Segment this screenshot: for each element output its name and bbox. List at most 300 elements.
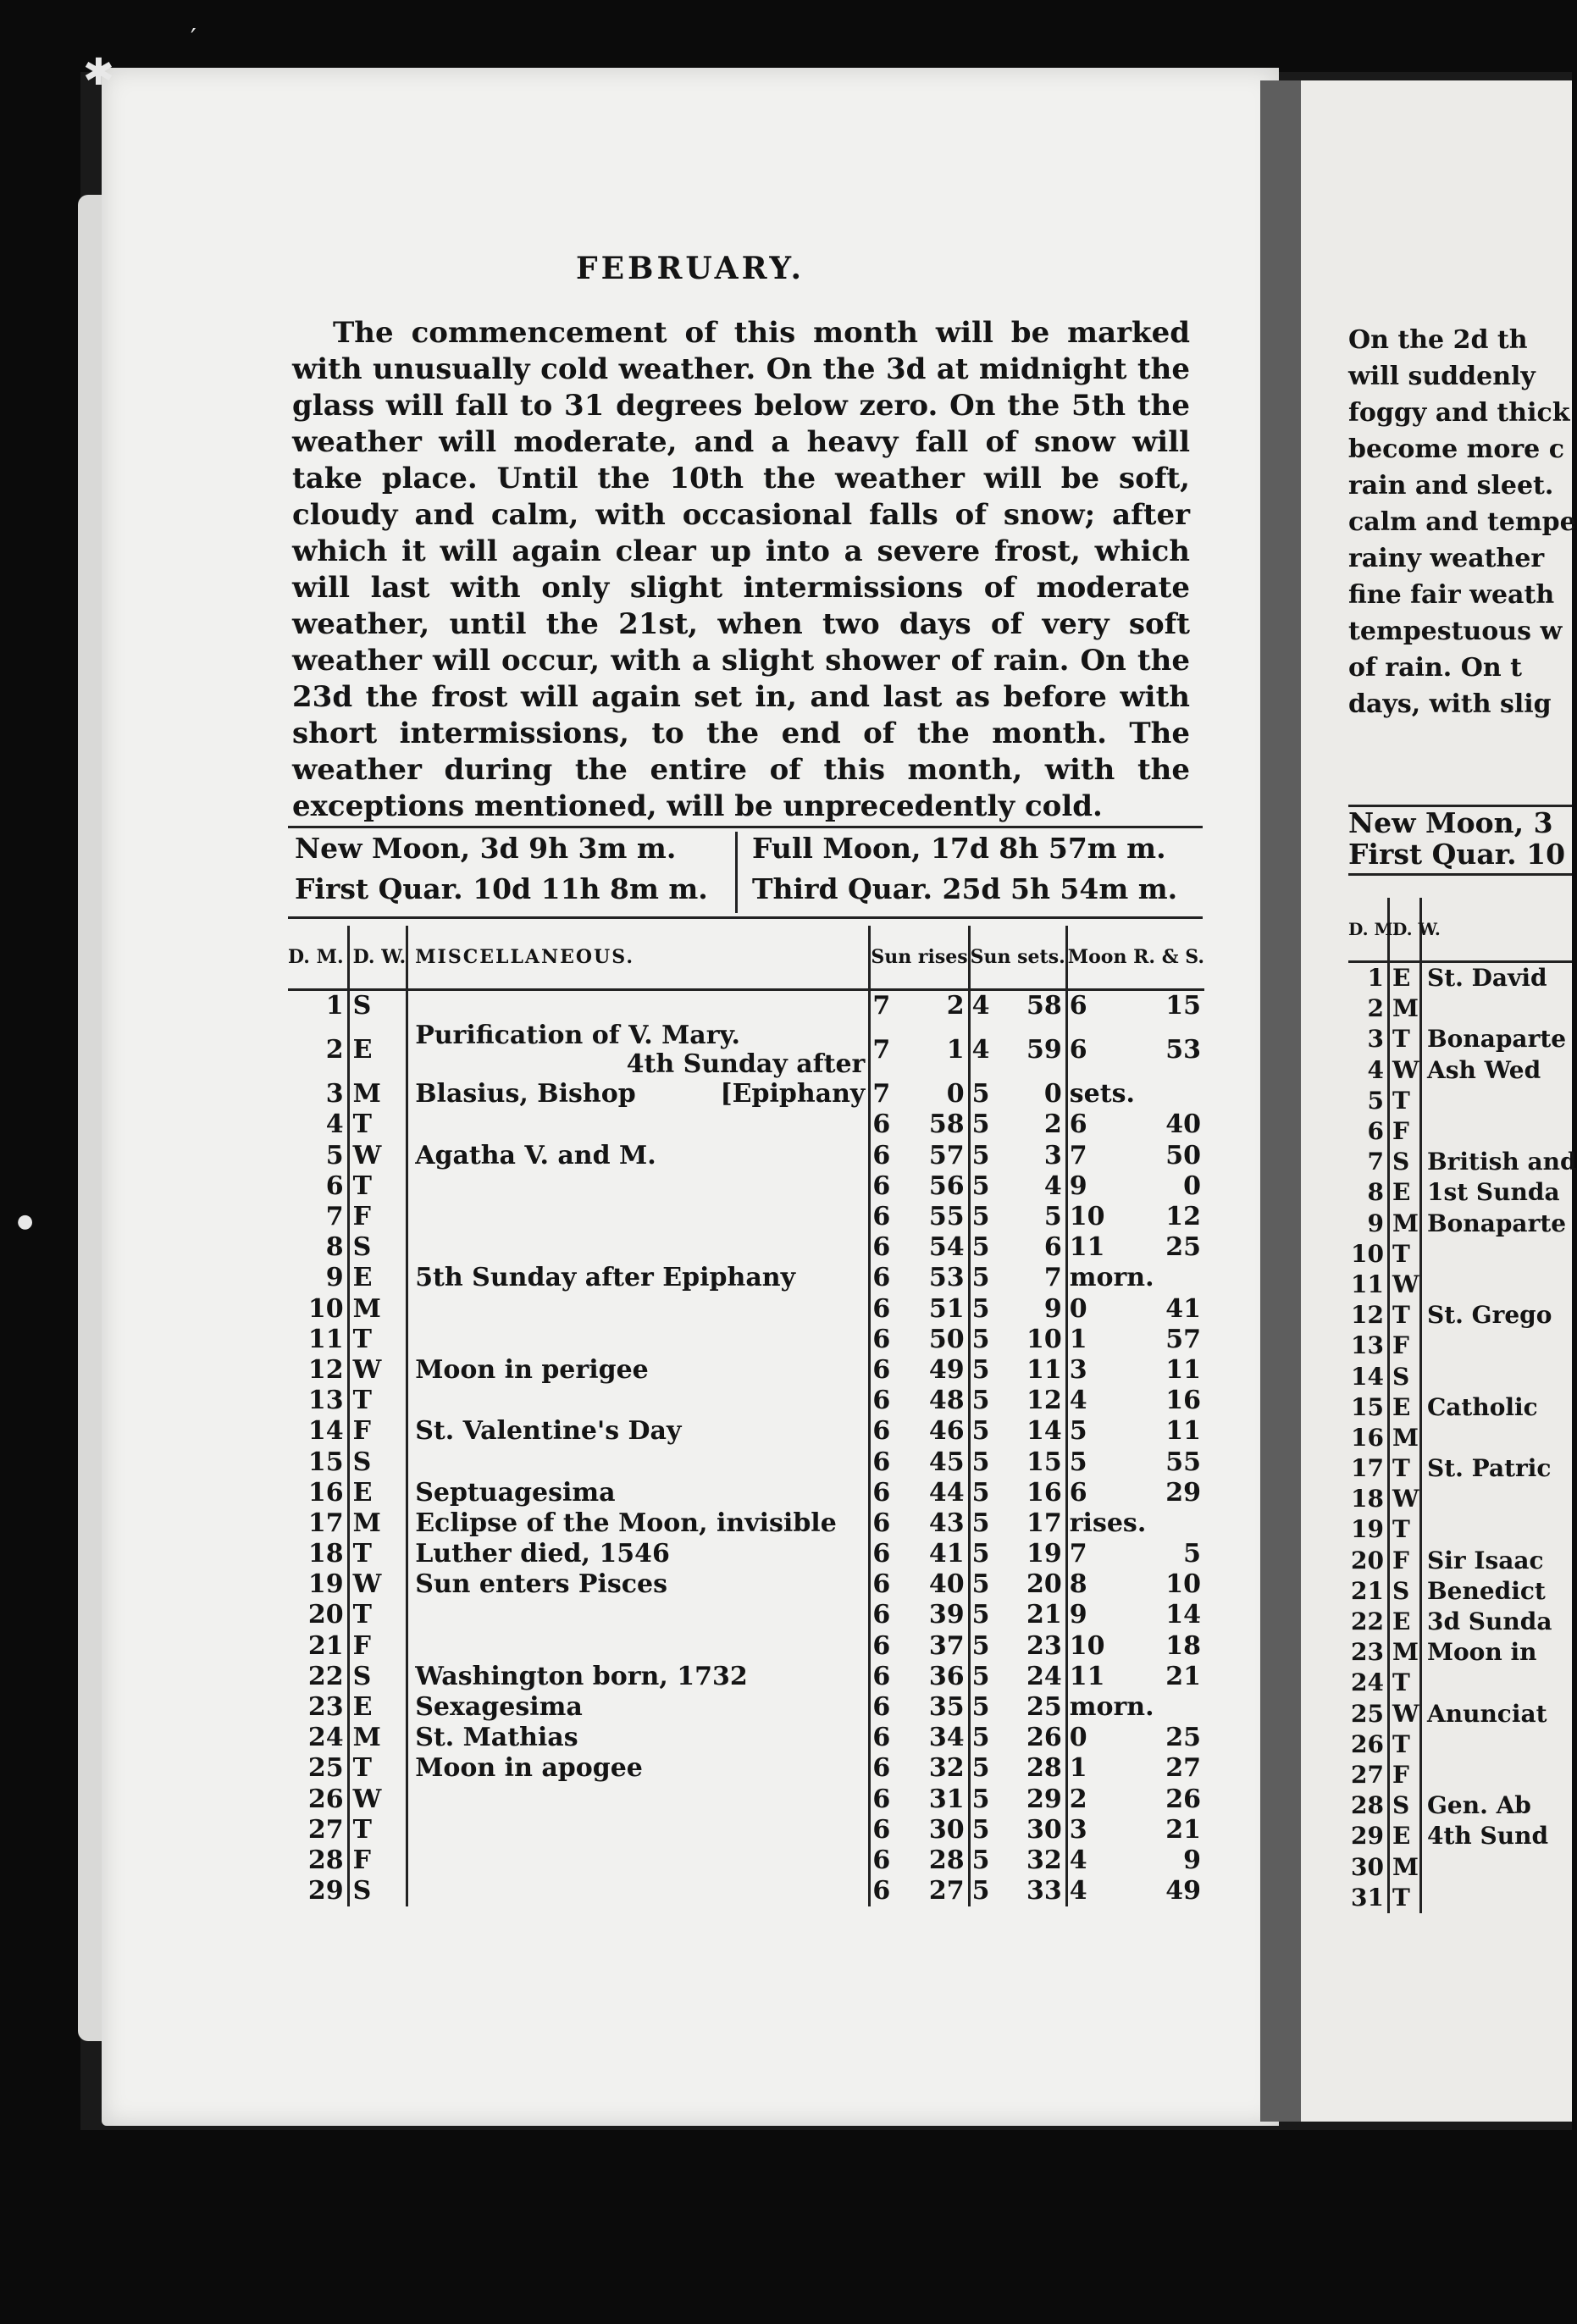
- sun-sets-minute: 3: [1043, 1140, 1062, 1170]
- sun-rises-time: [871, 1816, 967, 1845]
- right-event-text: Moon in: [1427, 1638, 1537, 1667]
- right-event-text: St. Grego: [1427, 1301, 1552, 1330]
- sun-rises-cell: [870, 1753, 969, 1784]
- right-table-row: [1348, 1209, 1572, 1239]
- miscellaneous-cell: [407, 1232, 870, 1263]
- right-day-of-week: E: [1389, 962, 1421, 994]
- sun-rises-minute: 31: [928, 1784, 965, 1814]
- sun-rises-cell: [870, 1171, 969, 1202]
- moon-cell: [1066, 1478, 1204, 1508]
- moon-cell: [1066, 1692, 1204, 1723]
- sun-sets-minute: 6: [1043, 1232, 1062, 1263]
- moon-time: [1068, 1693, 1204, 1722]
- event-text: Moon in apogee: [415, 1753, 643, 1784]
- right-event-text: Anunciat: [1427, 1699, 1547, 1728]
- sun-sets-minute: 9: [1043, 1293, 1062, 1324]
- right-event-text: Gen. Ab: [1427, 1791, 1531, 1820]
- right-moon-line: New Moon, 3: [1348, 806, 1553, 839]
- sun-rises-hour: 6: [872, 1324, 891, 1354]
- moon-minute: 11: [1165, 1416, 1201, 1447]
- right-day-of-week: T: [1389, 1300, 1421, 1331]
- moon-hour: 7: [1069, 1140, 1087, 1170]
- day-of-month: 20: [288, 1600, 348, 1630]
- table-row: [288, 1753, 1204, 1784]
- sun-sets-cell: [969, 1171, 1066, 1202]
- sun-rises-time: [871, 992, 967, 1021]
- day-of-month: 4: [288, 1109, 348, 1140]
- moon-time: [1068, 1877, 1204, 1906]
- sun-sets-time: [971, 1142, 1065, 1170]
- miscellaneous-cell: [407, 1263, 870, 1293]
- right-day-of-month: 23: [1348, 1637, 1389, 1668]
- right-table-row: [1348, 1821, 1572, 1851]
- table-row: [288, 1478, 1204, 1508]
- sun-sets-cell: [969, 1416, 1066, 1447]
- day-of-month: 6: [288, 1171, 348, 1202]
- sun-sets-time: [971, 1601, 1065, 1630]
- sun-rises-minute: 53: [928, 1263, 965, 1293]
- sun-sets-cell: [969, 1569, 1066, 1600]
- sun-sets-time: [971, 1479, 1065, 1508]
- moon-time: [1068, 1233, 1204, 1262]
- sun-sets-cell: [969, 1723, 1066, 1753]
- moon-time: [1068, 1080, 1204, 1109]
- header-sun-sets: Sun sets.: [969, 926, 1066, 990]
- moon-minute: 21: [1165, 1661, 1201, 1691]
- sun-rises-cell: [870, 1662, 969, 1692]
- right-day-of-week: T: [1389, 1024, 1421, 1054]
- right-day-of-week: T: [1389, 1453, 1421, 1484]
- sun-rises-cell: [870, 1325, 969, 1355]
- sun-rises-minute: 46: [928, 1416, 965, 1447]
- moon-time: [1068, 1846, 1204, 1875]
- sun-sets-cell: [969, 1263, 1066, 1293]
- table-row: [288, 1232, 1204, 1263]
- day-of-week: M: [348, 1294, 407, 1325]
- right-calendar-header-row: [1348, 898, 1572, 962]
- miscellaneous-cell: [407, 1508, 870, 1539]
- right-table-row: [1348, 1699, 1572, 1729]
- table-row: [288, 990, 1204, 1022]
- right-day-of-week: F: [1389, 1331, 1421, 1361]
- right-table-row: [1348, 1514, 1572, 1545]
- sun-sets-time: [971, 1877, 1065, 1906]
- sun-rises-cell: [870, 1232, 969, 1263]
- moon-time: [1068, 1172, 1204, 1201]
- sun-sets-hour: 5: [971, 1477, 990, 1508]
- right-event-text: [1421, 1514, 1573, 1545]
- right-table-row: [1348, 1729, 1572, 1760]
- day-of-week: F: [348, 1845, 407, 1876]
- new-moon: New Moon, 3d 9h 3m m.: [295, 832, 677, 865]
- sun-sets-hour: 5: [971, 1109, 990, 1140]
- sun-sets-hour: 5: [971, 1600, 990, 1630]
- sun-rises-minute: 40: [928, 1569, 965, 1600]
- moon-cell: [1066, 1079, 1204, 1109]
- sun-sets-minute: 16: [1026, 1477, 1062, 1508]
- right-day-of-week: W: [1389, 1484, 1421, 1514]
- sun-sets-hour: 5: [971, 1263, 990, 1293]
- right-day-of-month: 12: [1348, 1300, 1389, 1331]
- moon-cell: [1066, 1294, 1204, 1325]
- moon-time: [1068, 1264, 1204, 1292]
- right-day-of-week: F: [1389, 1546, 1421, 1576]
- sun-sets-cell: [969, 1876, 1066, 1906]
- moon-minute: 21: [1165, 1814, 1201, 1845]
- sun-rises-minute: 48: [928, 1386, 965, 1416]
- sun-rises-cell: [870, 1478, 969, 1508]
- miscellaneous-cell: [407, 1416, 870, 1447]
- event-text: Moon in perigee: [415, 1354, 649, 1385]
- miscellaneous-cell: [407, 1202, 870, 1232]
- table-row: [288, 1845, 1204, 1876]
- sun-rises-cell: [870, 1600, 969, 1630]
- right-day-of-month: 26: [1348, 1729, 1389, 1760]
- sun-rises-time: [871, 1754, 967, 1783]
- sun-rises-time: [871, 1785, 967, 1814]
- right-table-row: [1348, 1607, 1572, 1637]
- moon-minute: 57: [1165, 1324, 1201, 1354]
- right-table-row: [1348, 1024, 1572, 1054]
- event-text: St. Valentine's Day: [415, 1416, 682, 1447]
- day-of-week: E: [348, 1021, 407, 1079]
- sun-sets-hour: 5: [971, 1845, 990, 1875]
- right-day-of-month: 20: [1348, 1546, 1389, 1576]
- sun-rises-hour: 6: [872, 1140, 891, 1170]
- moon-hour: 9: [1069, 1600, 1087, 1630]
- moon-time: [1068, 1448, 1204, 1477]
- sun-rises-cell: [870, 1569, 969, 1600]
- right-event-text: [1421, 1851, 1573, 1882]
- sun-sets-cell: [969, 1784, 1066, 1815]
- sun-rises-hour: 6: [872, 1416, 891, 1447]
- sun-rises-cell: [870, 1263, 969, 1293]
- event-text: Agatha V. and M.: [415, 1140, 656, 1170]
- right-paragraph-line: rain and sleet.: [1348, 471, 1554, 501]
- sun-rises-time: [871, 1509, 967, 1538]
- miscellaneous-cell: [407, 1447, 870, 1477]
- sun-sets-cell: [969, 1662, 1066, 1692]
- moon-cell: [1066, 1662, 1204, 1692]
- right-table-row: [1348, 1300, 1572, 1331]
- right-moon-line: First Quar. 10: [1348, 838, 1566, 871]
- table-row: [288, 1631, 1204, 1662]
- moon-cell: [1066, 1447, 1204, 1477]
- day-of-week: W: [348, 1784, 407, 1815]
- sun-sets-time: [971, 1264, 1065, 1292]
- event-text-right: 4th Sunday after: [626, 1049, 866, 1080]
- sun-rises-hour: 6: [872, 1539, 891, 1569]
- right-day-of-month: 21: [1348, 1576, 1389, 1607]
- sun-rises-hour: 6: [872, 1661, 891, 1691]
- day-of-month: 29: [288, 1876, 348, 1906]
- right-table-row: [1348, 1361, 1572, 1392]
- miscellaneous-cell: [407, 1631, 870, 1662]
- right-day-of-month: 11: [1348, 1270, 1389, 1300]
- right-event-text: Sir Isaac: [1427, 1546, 1544, 1574]
- event-text: 5th Sunday after Epiphany: [415, 1263, 796, 1293]
- right-paragraph-line: days, with slig: [1348, 689, 1552, 719]
- calendar-table: [288, 926, 1204, 1906]
- moon-time: [1068, 1540, 1204, 1569]
- sun-sets-minute: 11: [1026, 1354, 1062, 1385]
- sun-rises-minute: 56: [928, 1170, 965, 1201]
- sun-sets-hour: 4: [971, 991, 990, 1021]
- right-event-text: Catholic: [1427, 1392, 1538, 1421]
- right-day-of-week: M: [1389, 1851, 1421, 1882]
- moon-hour: 1: [1069, 1324, 1087, 1354]
- sun-rises-time: [871, 1080, 967, 1109]
- table-row: [288, 1021, 1204, 1079]
- sun-rises-minute: 49: [928, 1354, 965, 1385]
- right-day-of-week: F: [1389, 1760, 1421, 1790]
- sun-rises-cell: [870, 1079, 969, 1109]
- day-of-week: W: [348, 1355, 407, 1386]
- day-of-month: 13: [288, 1386, 348, 1416]
- right-header-day-of-month: D. M.: [1348, 898, 1389, 962]
- sun-sets-hour: 5: [971, 1447, 990, 1477]
- sun-sets-time: [971, 1448, 1065, 1477]
- right-table-row: [1348, 1331, 1572, 1361]
- sun-sets-minute: 26: [1026, 1723, 1062, 1753]
- full-moon: Full Moon, 17d 8h 57m m.: [752, 832, 1166, 865]
- sun-rises-hour: 6: [872, 1692, 891, 1723]
- moon-time: [1068, 1203, 1204, 1231]
- sun-rises-time: [871, 1325, 967, 1354]
- sun-rises-minute: 28: [928, 1845, 965, 1875]
- right-day-of-month: 14: [1348, 1361, 1389, 1392]
- miscellaneous-cell: [407, 1784, 870, 1815]
- moon-cell: [1066, 1416, 1204, 1447]
- sun-rises-cell: [870, 1141, 969, 1171]
- moon-minute: 16: [1165, 1386, 1201, 1416]
- right-day-of-week: T: [1389, 1729, 1421, 1760]
- day-of-month: 3: [288, 1079, 348, 1109]
- header-moon: Moon R. & S.: [1066, 926, 1204, 990]
- moon-hour: 4: [1069, 1386, 1087, 1416]
- day-of-month: 10: [288, 1294, 348, 1325]
- sun-sets-cell: [969, 1631, 1066, 1662]
- sun-sets-time: [971, 1846, 1065, 1875]
- sun-sets-time: [971, 1785, 1065, 1814]
- sun-rises-minute: 44: [928, 1477, 965, 1508]
- sun-rises-time: [871, 1036, 967, 1065]
- sun-sets-time: [971, 1509, 1065, 1538]
- sun-sets-hour: 5: [971, 1386, 990, 1416]
- moon-hour: 5: [1069, 1416, 1087, 1447]
- moon-time: [1068, 1479, 1204, 1508]
- right-day-of-month: 22: [1348, 1607, 1389, 1637]
- sun-sets-time: [971, 1233, 1065, 1262]
- moon-hour: rises.: [1069, 1508, 1147, 1538]
- table-row: [288, 1109, 1204, 1140]
- sun-rises-hour: 6: [872, 1293, 891, 1324]
- sun-rises-hour: 6: [872, 1600, 891, 1630]
- sun-rises-hour: 7: [872, 991, 891, 1021]
- sun-rises-minute: 57: [928, 1140, 965, 1170]
- right-day-of-month: 10: [1348, 1239, 1389, 1270]
- sun-rises-minute: 1: [946, 1035, 965, 1065]
- right-paragraph-line: of rain. On t: [1348, 653, 1522, 683]
- right-day-of-week: S: [1389, 1576, 1421, 1607]
- sun-sets-minute: 2: [1043, 1109, 1062, 1140]
- right-day-of-week: S: [1389, 1790, 1421, 1821]
- right-day-of-month: 2: [1348, 993, 1389, 1024]
- sun-sets-cell: [969, 990, 1066, 1022]
- event-text: Sun enters Pisces: [415, 1569, 667, 1600]
- day-of-week: S: [348, 1232, 407, 1263]
- day-of-month: 2: [288, 1021, 348, 1079]
- table-row: [288, 1508, 1204, 1539]
- sun-sets-minute: 5: [1043, 1202, 1062, 1232]
- sun-sets-hour: 5: [971, 1508, 990, 1538]
- moon-cell: [1066, 1386, 1204, 1416]
- table-row: [288, 1600, 1204, 1630]
- day-of-week: E: [348, 1478, 407, 1508]
- table-row: [288, 1386, 1204, 1416]
- sun-rises-cell: [870, 1447, 969, 1477]
- sun-sets-cell: [969, 1386, 1066, 1416]
- right-day-of-month: 17: [1348, 1453, 1389, 1484]
- right-day-of-week: T: [1389, 1883, 1421, 1913]
- right-day-of-week: W: [1389, 1270, 1421, 1300]
- right-table-row: [1348, 1760, 1572, 1790]
- miscellaneous-cell: [407, 1079, 870, 1109]
- moon-time: [1068, 1509, 1204, 1538]
- moon-cell: [1066, 1845, 1204, 1876]
- moon-time: [1068, 1325, 1204, 1354]
- sun-sets-hour: 5: [971, 1692, 990, 1723]
- right-day-of-month: 1: [1348, 962, 1389, 994]
- moon-cell: [1066, 1815, 1204, 1845]
- sun-sets-cell: [969, 1141, 1066, 1171]
- sun-sets-minute: 25: [1026, 1692, 1062, 1723]
- miscellaneous-cell: [407, 1600, 870, 1630]
- sun-sets-hour: 5: [971, 1753, 990, 1784]
- right-table-row: [1348, 1453, 1572, 1484]
- right-event-text: British and: [1427, 1148, 1577, 1176]
- sun-sets-minute: 24: [1026, 1661, 1062, 1691]
- miscellaneous-cell: [407, 1539, 870, 1569]
- sun-sets-minute: 23: [1026, 1630, 1062, 1661]
- moon-minute: 29: [1165, 1477, 1201, 1508]
- sun-rises-time: [871, 1233, 967, 1262]
- moon-time: [1068, 1036, 1204, 1065]
- sun-sets-minute: 12: [1026, 1386, 1062, 1416]
- sun-rises-cell: [870, 1876, 969, 1906]
- table-row: [288, 1202, 1204, 1232]
- right-event-text: [1421, 993, 1573, 1024]
- day-of-month: 11: [288, 1325, 348, 1355]
- sun-rises-hour: 6: [872, 1109, 891, 1140]
- moon-hour: 1: [1069, 1753, 1087, 1784]
- right-day-of-month: 4: [1348, 1055, 1389, 1086]
- sun-sets-time: [971, 1663, 1065, 1691]
- table-row: [288, 1416, 1204, 1447]
- sun-rises-hour: 6: [872, 1232, 891, 1263]
- sun-sets-hour: 4: [971, 1035, 990, 1065]
- moon-minute: 12: [1165, 1202, 1201, 1232]
- sun-rises-hour: 6: [872, 1447, 891, 1477]
- sun-rises-hour: 6: [872, 1814, 891, 1845]
- moon-cell: [1066, 1202, 1204, 1232]
- sun-rises-minute: 45: [928, 1447, 965, 1477]
- moon-minute: 26: [1165, 1784, 1201, 1814]
- sun-rises-hour: 6: [872, 1170, 891, 1201]
- sun-rises-minute: 39: [928, 1600, 965, 1630]
- sun-sets-minute: 19: [1026, 1539, 1062, 1569]
- moon-divider: [735, 832, 738, 913]
- moon-phases-box: [288, 826, 1203, 919]
- right-day-of-month: 5: [1348, 1086, 1389, 1116]
- right-day-of-month: 15: [1348, 1392, 1389, 1423]
- right-event-text: [1421, 1729, 1573, 1760]
- sun-rises-hour: 7: [872, 1035, 891, 1065]
- day-of-month: 12: [288, 1355, 348, 1386]
- sun-sets-time: [971, 1417, 1065, 1446]
- table-row: [288, 1876, 1204, 1906]
- sun-sets-minute: 21: [1026, 1600, 1062, 1630]
- moon-minute: 40: [1165, 1109, 1201, 1140]
- right-table-row: [1348, 1239, 1572, 1270]
- right-day-of-week: T: [1389, 1514, 1421, 1545]
- sun-sets-time: [971, 1693, 1065, 1722]
- moon-time: [1068, 1110, 1204, 1139]
- moon-minute: 15: [1165, 991, 1201, 1021]
- right-day-of-month: 29: [1348, 1821, 1389, 1851]
- right-paragraph-line: fine fair weath: [1348, 580, 1555, 610]
- right-event-text: 1st Sunda: [1427, 1178, 1560, 1207]
- event-text: Eclipse of the Moon, invisible: [415, 1508, 837, 1538]
- sun-sets-time: [971, 1203, 1065, 1231]
- right-header-day-of-week: D. W.: [1389, 898, 1421, 962]
- sun-sets-minute: 7: [1043, 1263, 1062, 1293]
- day-of-month: 26: [288, 1784, 348, 1815]
- sun-rises-minute: 36: [928, 1661, 965, 1691]
- sun-sets-cell: [969, 1109, 1066, 1140]
- weather-paragraph: The commencement of this month will be marked with unusually cold weather. On the 3d at midnight the glass will fall to 31 degrees below zero. On the 5th the weather will moderate, and a heavy fall of snow will take place. Until the 10th the weather will be soft, cloudy and calm, with occasional falls of snow; after which it will again clear up into a severe frost, which will last with only slight intermissions of moderate weather, until the 21st, when two days of very soft weather will occur, with a slight shower of rain. On the 23d the frost will again set in, and last as before with short intermissions, to the end of the month. The weather during the entire of this month, with the exceptions mentioned, will be unprecedently cold.: [292, 316, 1190, 823]
- sun-sets-hour: 5: [971, 1324, 990, 1354]
- day-of-week: E: [348, 1263, 407, 1293]
- day-of-month: 24: [288, 1723, 348, 1753]
- moon-hour: 10: [1069, 1630, 1105, 1661]
- moon-minute: 11: [1165, 1354, 1201, 1385]
- miscellaneous-cell: [407, 1325, 870, 1355]
- sun-rises-minute: 54: [928, 1232, 965, 1263]
- sun-sets-time: [971, 1724, 1065, 1752]
- day-of-week: M: [348, 1079, 407, 1109]
- sun-rises-time: [871, 1356, 967, 1385]
- sun-sets-minute: 0: [1043, 1079, 1062, 1109]
- sun-rises-cell: [870, 1508, 969, 1539]
- moon-hour: 6: [1069, 1109, 1087, 1140]
- moon-cell: [1066, 1569, 1204, 1600]
- moon-cell: [1066, 1021, 1204, 1079]
- day-of-week: S: [348, 1876, 407, 1906]
- day-of-week: T: [348, 1386, 407, 1416]
- sun-rises-hour: 6: [872, 1845, 891, 1875]
- header-miscellaneous: MISCELLANEOUS.: [407, 926, 870, 990]
- moon-hour: 9: [1069, 1170, 1087, 1201]
- moon-cell: [1066, 1753, 1204, 1784]
- right-day-of-month: 16: [1348, 1423, 1389, 1453]
- moon-cell: [1066, 1171, 1204, 1202]
- day-of-week: M: [348, 1723, 407, 1753]
- day-of-week: F: [348, 1202, 407, 1232]
- sun-rises-time: [871, 1540, 967, 1569]
- right-table-row: [1348, 1637, 1572, 1668]
- miscellaneous-cell: [407, 1876, 870, 1906]
